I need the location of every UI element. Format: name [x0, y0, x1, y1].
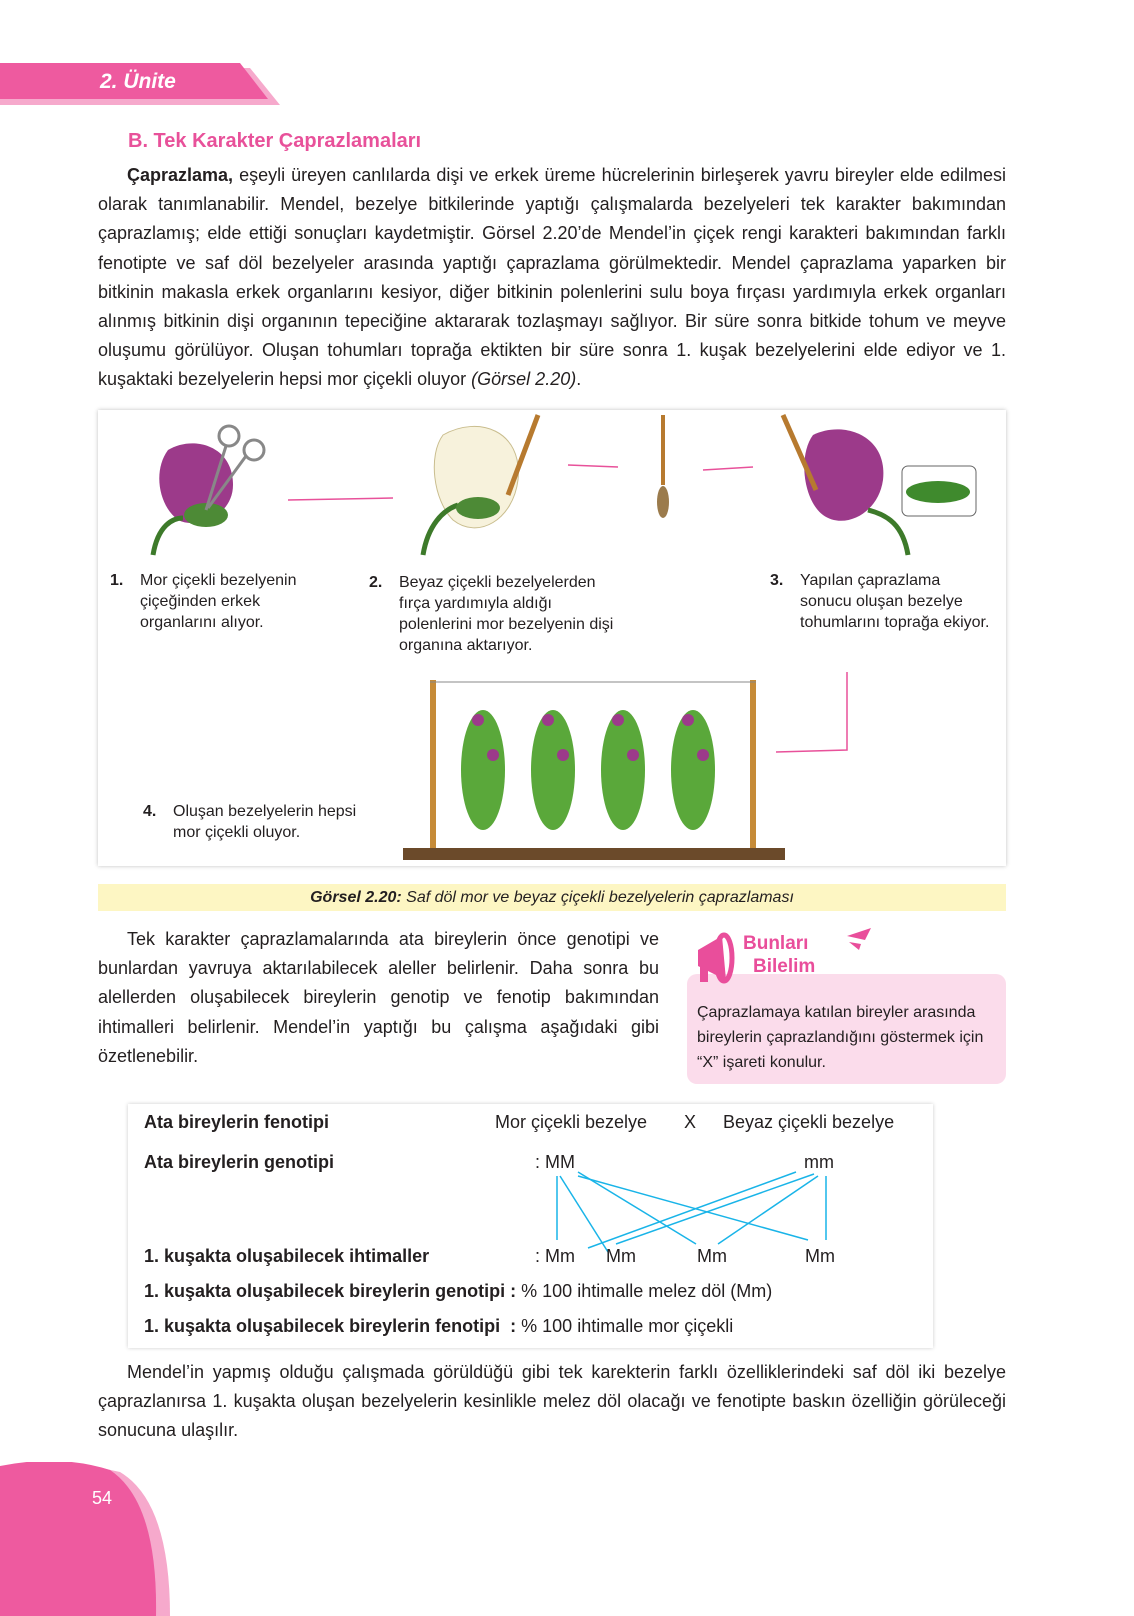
- brush-icon: [657, 415, 669, 518]
- paragraph-2: Tek karakter çaprazlamalarında ata bireylerin önce genotipi ve bunlardan yavruya aktarılabilecek aleller belirlenir. Daha sonra bu alellerden oluşabilecek bireylerin genotip ve fenotip bakımından ihtimalleri belirlenir. Mendel’in yaptığı bu çalışma aşağıdaki gibi özetlenebilir.: [98, 929, 659, 1066]
- step-2: 2. Beyaz çiçekli bezelyelerden fırça yardımıyla aldığı polenlerini mor bezelyenin dişi organına aktarıyor.: [369, 574, 614, 654]
- unit-label: 2. Ünite: [100, 70, 176, 93]
- sparkle-icon: [845, 926, 875, 952]
- note-title: Bunları Bilelim: [743, 933, 816, 977]
- intro-paragraph: [98, 161, 1006, 395]
- arrow: [703, 467, 753, 470]
- allele-lines: [128, 1104, 933, 1348]
- offspring-genotype: : Mm: [535, 1246, 575, 1266]
- step-1: 1. Mor çiçekli bezelyenin çiçeğinden erkek organlarını alıyor.: [110, 572, 297, 631]
- megaphone-icon: [686, 928, 746, 988]
- section-title: B. Tek Karakter Çaprazlamaları: [128, 130, 422, 152]
- parent-2-genotype: mm: [804, 1152, 834, 1172]
- intro-text: eşeyli üreyen canlılarda dişi ve erkek üreme hücrelerinin birleşerek yavru bireyler elde edilmesi olarak tanımlanabilir. Mendel, bezelye bitkilerinde yaptığı çalışmalarda bezelyeleri tek karakter bakımından çaprazlamış; elde ettiği sonuçları kaydetmiştir. Görsel 2.20’de Mendel’in çiçek rengi karakteri bakımından farklı fenotipte ve saf döl bezelyeler arasında yaptığı çaprazlama görülmektedir. Mendel çaprazlama yaparken bir bitkinin makasla erkek organlarını kesiyor, diğer bitkinin polenlerini sulu boya fırçası yardımıyla erkek organları alınmış bitkinin dişi organının tepeciğine aktararak tozlaşmayı sağlıyor. Bir süre sonra bitkide tohum ve meyve oluşumu görülüyor. Oluşan tohumları toprağa ektikten bir süre sonra 1. kuşak bezelyelerini elde ediyor ve 1. kuşaktaki bezelyelerin hepsi mor çiçekli oluyor: [98, 165, 1006, 390]
- figure-caption: Görsel 2.20: Saf döl mor ve beyaz çiçekli bezelyelerin çaprazlaması: [98, 884, 1006, 911]
- purple-flower-icon: [804, 429, 908, 555]
- cross-diagram: [128, 1104, 933, 1348]
- pea-pod-icon: [902, 466, 976, 516]
- note-text: Çaprazlamaya katılan bireyler arasında bireylerin çaprazlandığını göstermek için “X” işareti konulur.: [697, 1004, 984, 1071]
- parent-2-phenotype: Beyaz çiçekli bezelye: [723, 1112, 895, 1132]
- parent-1-genotype: : MM: [535, 1152, 575, 1172]
- step-3: 3. Yapılan çaprazlama sonucu oluşan bezelye tohumlarını toprağa ekiyor.: [770, 572, 990, 631]
- parent-1-phenotype: Mor çiçekli bezelye: [495, 1112, 648, 1132]
- step-4: 4. Oluşan bezelyelerin hepsi mor çiçekli oluyor.: [143, 803, 357, 841]
- cross-symbol: X: [684, 1112, 697, 1132]
- arrow: [776, 672, 847, 752]
- arrow: [568, 465, 618, 467]
- row-label: Ata bireylerin fenotipi: [144, 1112, 330, 1132]
- row-label: Ata bireylerin genotipi: [144, 1152, 335, 1172]
- offspring-genotype: Mm: [805, 1246, 835, 1266]
- conclusion-paragraph: Mendel’in yapmış olduğu çalışmada görüldüğü gibi tek karekterin farklı özelliklerindeki saf döl iki bezelye çaprazlanırsa 1. kuşakta oluşan bezelyelerin kesinlikle melez döl olacağı ve fenotipte baskın özelliğin görüleceği sonucuna ulaşılır.: [98, 1362, 1006, 1441]
- row-phenotype: 1. kuşakta oluşabilecek bireylerin fenotipi : % 100 ihtimalle mor çiçekli: [144, 1316, 734, 1336]
- pea-plants-icon: [403, 680, 785, 860]
- figure-2-20: [98, 410, 1006, 866]
- figure-ref: (Görsel 2.20): [471, 369, 577, 390]
- note-box: [687, 974, 1006, 1084]
- page-number: 54: [92, 1488, 113, 1508]
- arrow: [288, 498, 393, 500]
- white-flower-icon: [423, 426, 518, 555]
- term-bold: Çaprazlama,: [127, 165, 234, 185]
- offspring-genotype: Mm: [697, 1246, 727, 1266]
- row-label: 1. kuşakta oluşabilecek ihtimaller: [144, 1246, 430, 1266]
- offspring-genotype: Mm: [606, 1246, 636, 1266]
- intro-end: .: [576, 369, 582, 390]
- page-corner: [0, 1462, 175, 1616]
- row-genotype: 1. kuşakta oluşabilecek bireylerin genotipi : % 100 ihtimalle melez döl (Mm): [144, 1281, 773, 1301]
